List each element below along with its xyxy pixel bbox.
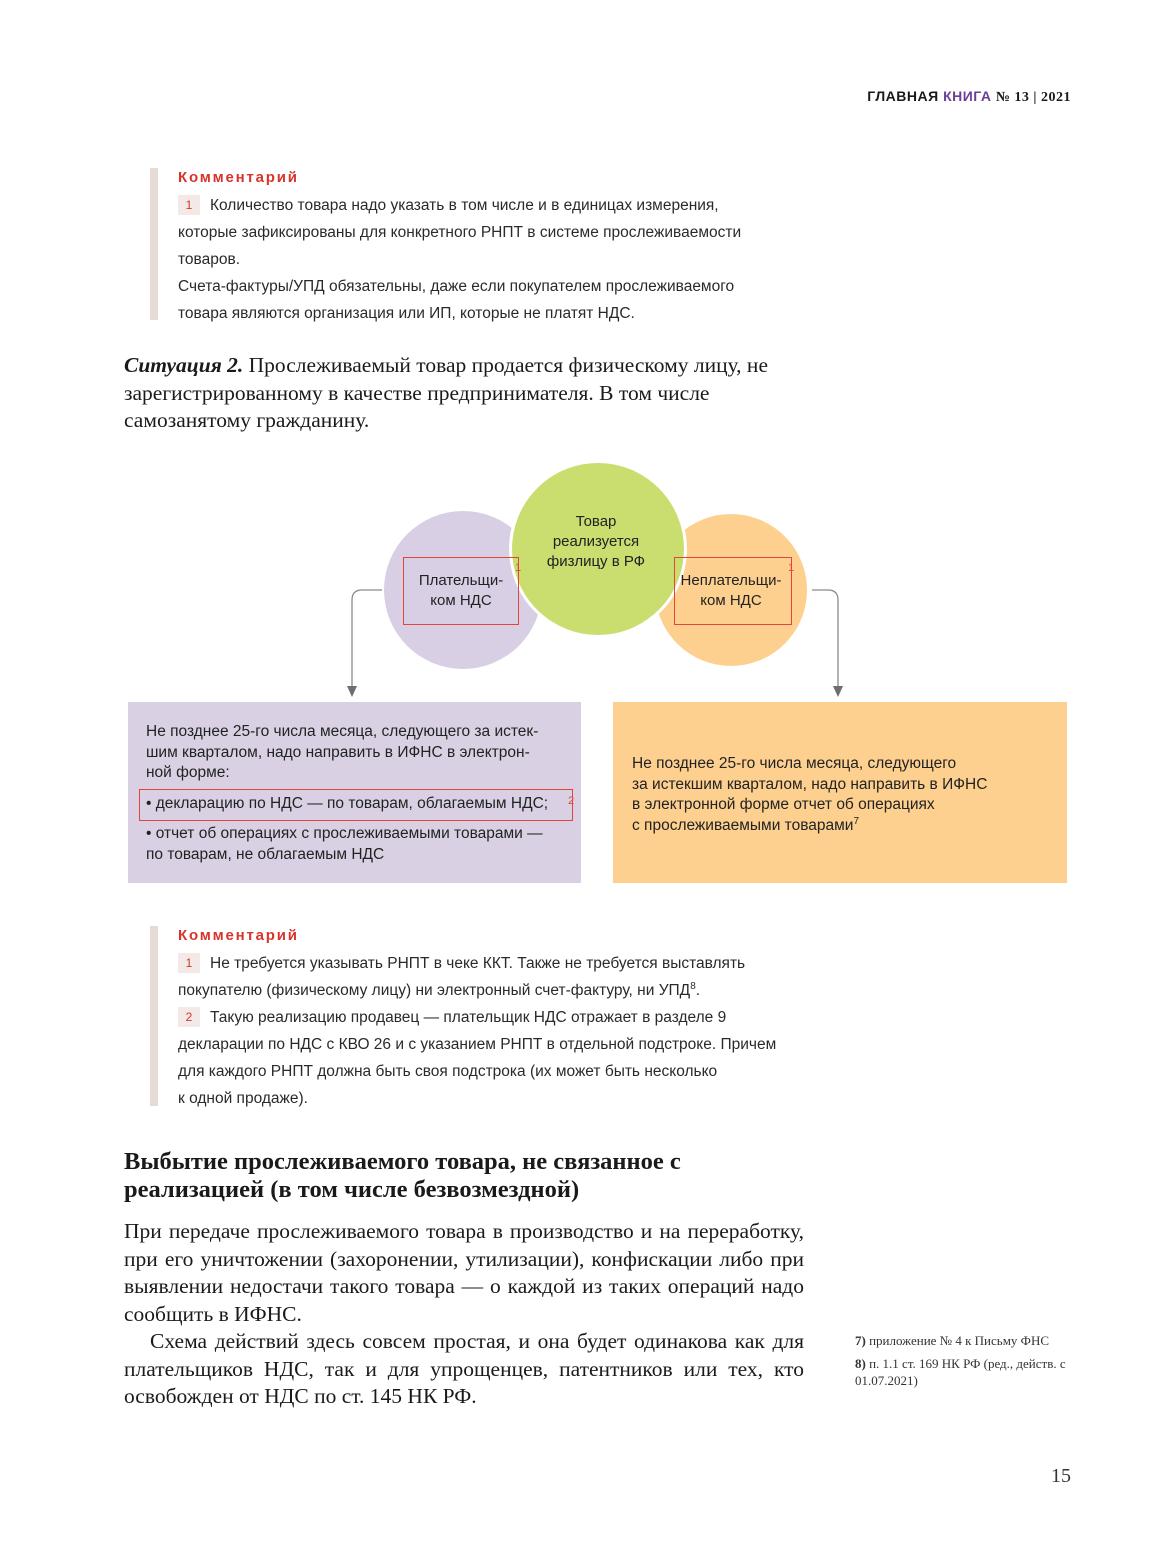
- bullet-declaration: • декларацию по НДС — по товарам, облагаемым НДС;: [146, 794, 549, 812]
- comment-line: для каждого РНПТ должна быть своя подстрока (их может быть несколько: [178, 1063, 718, 1080]
- brand-accent: КНИГА: [943, 88, 992, 104]
- right-arrow-head: [833, 686, 843, 697]
- marker-2: 2: [568, 795, 575, 807]
- issue-number: № 13 | 2021: [995, 90, 1071, 105]
- payer-label: Плательщи- ком НДС: [418, 572, 504, 609]
- marker-1-right: 1: [788, 562, 795, 574]
- footnote-8: 8) п. 1.1 ст. 169 НК РФ (ред., действ. с 01.07.2021): [855, 1356, 1066, 1388]
- comment-line: 1 Количество товара надо указать в том числе и в единицах измерения,: [178, 192, 810, 219]
- footnote-ref-8: 8: [690, 980, 696, 992]
- comment-line: Счета-фактуры/УПД обязательны, даже если покупателем прослеживаемого: [178, 278, 735, 295]
- box-line: Не позднее 25-го числа месяца, следующего за истек-: [146, 723, 539, 740]
- paragraph-1: При передаче прослеживаемого товара в производство и на переработку, при его уничтожении (захоронении, утилизации), конфискации либо при выявлении недостачи такого товара — о каждой из таких операций надо сообщить в ИФНС.: [124, 1219, 804, 1326]
- bullet-report: • отчет об операциях с прослеживаемыми товарами — по товарам, не облагаемым НДС: [146, 825, 543, 863]
- note-number-badge: 2: [178, 1007, 200, 1027]
- comment-title: Комментарий: [178, 169, 299, 186]
- comment-bar: [150, 926, 158, 1106]
- comment-line: товара являются организация или ИП, которые не платят НДС.: [178, 305, 635, 322]
- box-line: шим кварталом, надо направить в ИФНС в электрон-: [146, 743, 530, 761]
- box-line: за истекшим кварталом, надо направить в ИФНС: [632, 775, 988, 793]
- box-line: с прослеживаемыми товарами$^7$: [632, 815, 860, 834]
- footnote-7: 7) приложение № 4 к Письму ФНС: [855, 1333, 1050, 1348]
- declaration-highlight-box: [139, 789, 573, 821]
- left-arrow-head: [347, 686, 357, 697]
- comment-line: к одной продаже).: [178, 1090, 308, 1107]
- non-payer-requirements-box: [613, 702, 1067, 883]
- comment-line: 2 Такую реализацию продавец — плательщик НДС отражает в разделе 9: [178, 1004, 810, 1031]
- comment-line: 1 Не требуется указывать РНПТ в чеке ККТ. Также не требуется выставлять: [178, 950, 810, 977]
- marker-1-left: 1: [515, 562, 522, 574]
- footnote-ref-7: 7: [853, 815, 860, 827]
- section-heading: Выбытие прослеживаемого товара, не связанное с реализацией (в том числе безвозмездной): [124, 1148, 681, 1203]
- comment-block-2: [150, 926, 810, 1106]
- comment-line: которые зафиксированы для конкретного РНПТ в системе прослеживаемости: [178, 224, 742, 241]
- page-number: 15: [1051, 1465, 1071, 1487]
- note-number-badge: 1: [178, 195, 200, 215]
- non-payer-label: Неплательщи- ком НДС: [680, 572, 782, 609]
- right-arrow-line: [812, 590, 838, 686]
- box-line: ной форме:: [146, 764, 230, 781]
- situation-text: Прослеживаемый товар продается физическому лицу, не зарегистрированному в качестве предпринимателя. В том числе самозанятому гражданину.: [124, 353, 768, 432]
- box-line: Не позднее 25-го числа месяца, следующего: [632, 755, 957, 772]
- left-arrow-line: [352, 590, 382, 686]
- footnotes: [855, 1332, 1070, 1395]
- note-number-badge: 1: [178, 953, 200, 973]
- comment-title: Комментарий: [178, 927, 299, 944]
- brand-main: ГЛАВНАЯ: [867, 88, 939, 104]
- comment-line: товаров.: [178, 251, 241, 268]
- comment-line: покупателю (физическому лицу) ни электронный счет-фактуру, ни УПД$^8$.: [178, 980, 701, 999]
- situation-label: Ситуация 2.: [124, 353, 244, 377]
- box-line: в электронной форме отчет об операциях: [632, 796, 935, 813]
- comment-line: декларации по НДС с КВО 26 и с указанием РНПТ в отдельной подстроке. Причем: [178, 1036, 777, 1053]
- paragraph-2: Схема действий здесь совсем простая, и она будет одинакова как для плательщиков НДС, так и для упрощенцев, патентников или тех, кто освобожден от НДС по ст. 145 НК РФ.: [124, 1329, 804, 1408]
- center-circle-label: Товар реализуется физлицу в РФ: [546, 513, 646, 570]
